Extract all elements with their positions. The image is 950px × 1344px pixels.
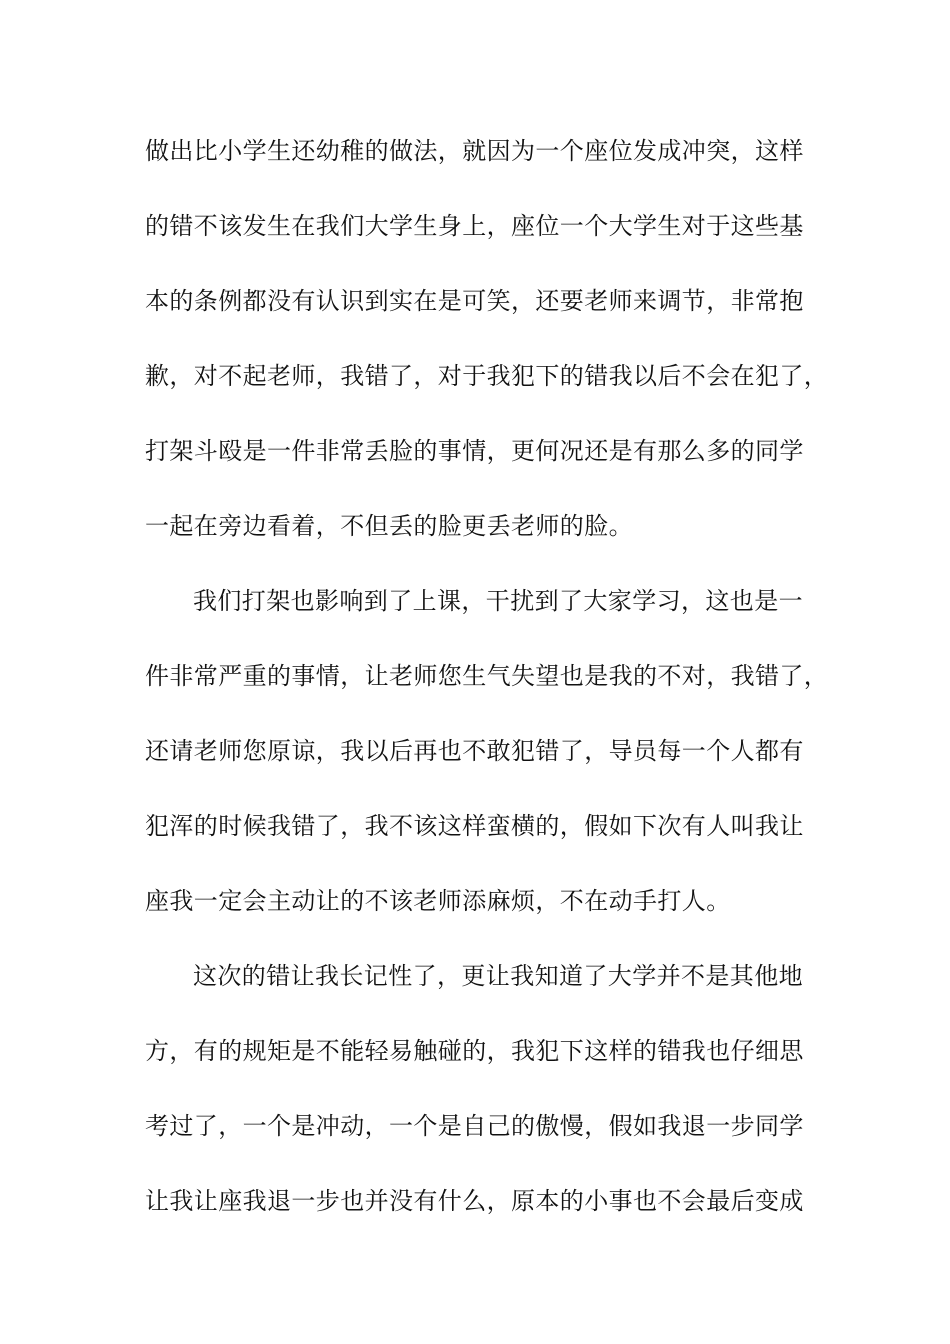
text-line: 方，有的规矩是不能轻易触碰的，我犯下这样的错我也仔细思 [145,1037,804,1065]
text-line: 考过了，一个是冲动，一个是自己的傲慢，假如我退一步同学 [145,1112,804,1140]
text-line: 让我让座我退一步也并没有什么，原本的小事也不会最后变成 [145,1187,804,1215]
text-line: 的错不该发生在我们大学生身上，座位一个大学生对于这些基 [145,212,804,240]
text-line: 还请老师您原谅，我以后再也不敢犯错了，导员每一个人都有 [145,737,804,765]
paragraph-start-line: 这次的错让我长记性了，更让我知道了大学并不是其他地 [193,962,803,990]
paragraph-start-line: 我们打架也影响到了上课，干扰到了大家学习，这也是一 [193,587,803,615]
text-line: 做出比小学生还幼稚的做法，就因为一个座位发成冲突，这样 [145,137,804,165]
text-line: 歉，对不起老师，我错了，对于我犯下的错我以后不会在犯了， [145,362,829,390]
text-line: 座我一定会主动让的不该老师添麻烦，不在动手打人。 [145,887,731,915]
text-line: 犯浑的时候我错了，我不该这样蛮横的，假如下次有人叫我让 [145,812,804,840]
document-body [145,128,829,1253]
text-line: 本的条例都没有认识到实在是可笑，还要老师来调节，非常抱 [145,287,804,315]
text-line: 件非常严重的事情，让老师您生气失望也是我的不对，我错了， [145,662,829,690]
text-line: 打架斗殴是一件非常丢脸的事情，更何况还是有那么多的同学 [145,437,804,465]
text-line: 一起在旁边看着，不但丢的脸更丢老师的脸。 [145,512,633,540]
